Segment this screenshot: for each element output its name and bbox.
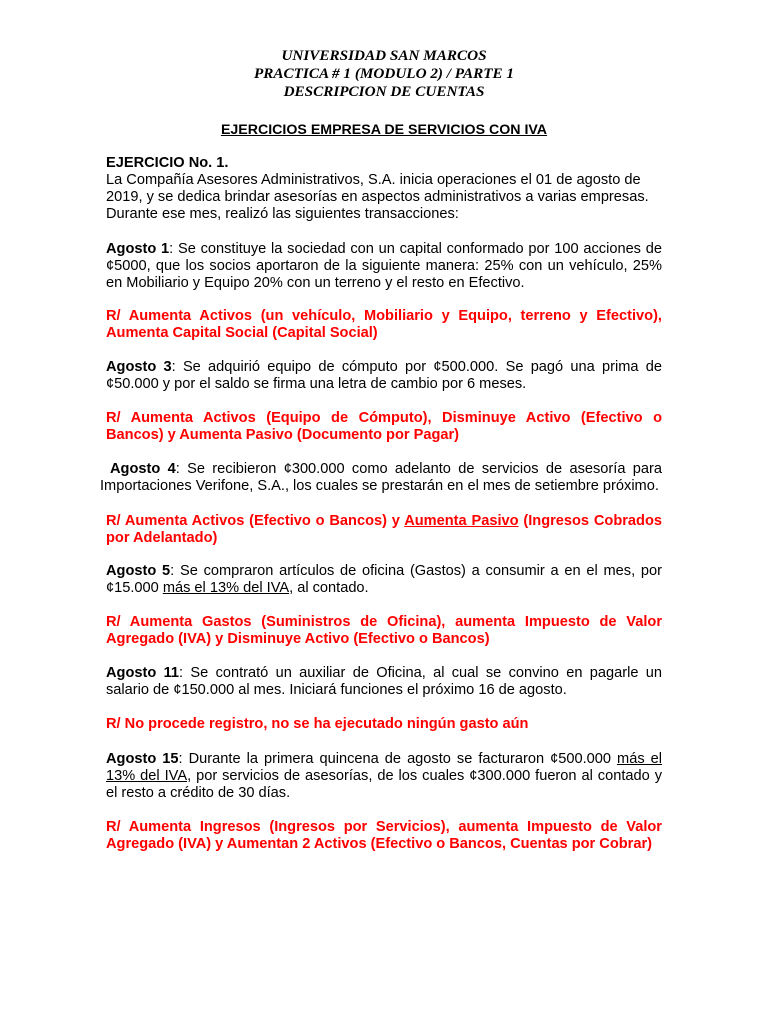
transaction-label: Agosto 4 [110,461,176,477]
transaction-label: Agosto 3 [106,359,172,375]
transaction-text: : Se contrató un auxiliar de Oficina, al cual se convino en pagarle un salario de ¢150.000 al mes. Iniciará funciones el próximo 16 de agosto. [106,665,662,698]
transaction-text: : Se constituye la sociedad con un capital conformado por 100 acciones de ¢5000, que los socios aportaron de la siguiente manera: 25% con un vehículo, 25% en Mobiliario y Equipo 20% con un terreno y el resto en Efectivo. [106,241,662,291]
subtitle: EJERCICIOS EMPRESA DE SERVICIOS CON IVA [220,122,548,138]
exercise-intro: La Compañía Asesores Administrativos, S.A. inicia operaciones el 01 de agosto de 2019, y se dedica brindar asesorías en aspectos administrativos a varias empresas. Durante ese mes, realizó las siguientes transacciones: [106,172,649,222]
header-practice: PRACTICA # 1 (MODULO 2) / PARTE 1 [253,65,515,82]
transaction-text: : Se compraron artículos de oficina (Gastos) a consumir a en el mes, por ¢15.000 [106,563,662,596]
transaction-text: : Durante la primera quincena de agosto se facturaron ¢500.000 [178,751,618,767]
transaction-underlined: más el 13% del IVA [162,580,290,596]
answer-agosto-15: R/ Aumenta Ingresos (Ingresos por Servicios), aumenta Impuesto de Valor Agregado (IVA) y Aumentan 2 Activos (Efectivo o Bancos, Cuentas por Cobrar) [106,819,662,852]
transaction-label: Agosto 5 [106,563,171,579]
transaction-text: : Se recibieron ¢300.000 como adelanto de servicios de asesoría para Importaciones Verifone, S.A., los cuales se prestarán en el mes de setiembre próximo. [100,461,662,494]
transaction-agosto-15 [106,751,662,802]
answer-agosto-5: R/ Aumenta Gastos (Suministros de Oficina), aumenta Impuesto de Valor Agregado (IVA) y Disminuye Activo (Efectivo o Bancos) [106,614,662,647]
transaction-label: Agosto 15 [106,751,179,767]
answer-agosto-11: R/ No procede registro, no se ha ejecutado ningún gasto aún [106,716,529,732]
transaction-label: Agosto 11 [106,665,180,681]
transaction-agosto-5 [106,563,662,597]
answer-part: (Ingresos Cobrados por Adelantado) [106,513,662,546]
transaction-underlined: más el 13% del IVA [106,751,663,784]
header-university: UNIVERSIDAD SAN MARCOS [281,47,487,64]
answer-part: R/ Aumenta Activos (Efectivo o Bancos) y [106,513,405,529]
answer-agosto-1: R/ Aumenta Activos (un vehículo, Mobiliario y Equipo, terreno y Efectivo), Aumenta Capital Social (Capital Social) [106,308,662,341]
transaction-text: , por servicios de asesorías, de los cuales ¢300.000 fueron al contado y el resto a crédito de 30 días. [106,768,662,801]
transaction-agosto-3 [106,359,662,393]
transaction-text: : Se adquirió equipo de cómputo por ¢500.000. Se pagó una prima de ¢50.000 y por el saldo se firma una letra de cambio por 6 meses. [106,359,662,392]
transaction-agosto-1 [106,241,662,292]
answer-agosto-3: R/ Aumenta Activos (Equipo de Cómputo), Disminuye Activo (Efectivo o Bancos) y Aumenta Pasivo (Documento por Pagar) [106,410,662,443]
transaction-agosto-4 [100,461,662,495]
header-description: DESCRIPCION DE CUENTAS [283,83,485,100]
exercise-title: EJERCICIO No. 1. [106,155,229,171]
transaction-agosto-11 [106,665,662,699]
transaction-text: , al contado. [289,580,369,596]
answer-agosto-4 [106,513,662,547]
answer-underlined: Aumenta Pasivo [404,513,519,529]
transaction-label: Agosto 1 [106,241,170,257]
